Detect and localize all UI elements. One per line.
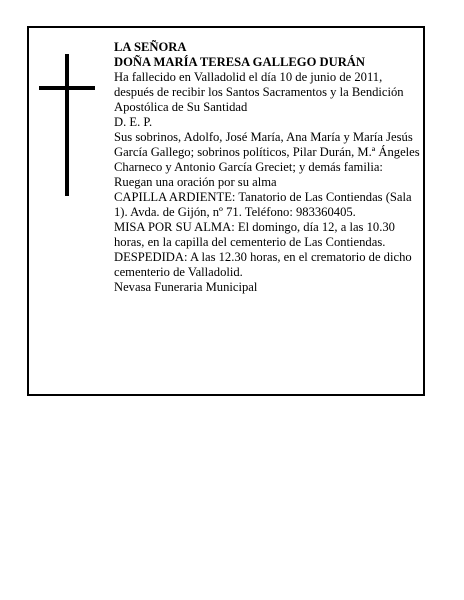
chapel-info [114,190,420,220]
family-text: Sus sobrinos, Adolfo, José María, Ana María y María Jesús García Gallego; sobrinos políticos, Pilar Durán, M.ª Ángeles Charneco y Antonio García Greciet; y demás familia: [114,130,420,174]
mass-info [114,220,420,250]
mass-label: MISA POR SU ALMA: [114,220,235,234]
chapel-label: CAPILLA ARDIENTE: [114,190,236,204]
farewell-label: DESPEDIDA: [114,250,188,264]
cross-icon [65,54,69,196]
mass-text: El domingo, día 12, a las 10.30 horas, en la capilla del cementerio de Las Contiendas. [114,220,395,249]
announcement-text: Ha fallecido en Valladolid el día 10 de junio de 2011, después de recibir los Santos Sacramentos y la Bendición Apostólica de Su Santidad [114,70,404,114]
rip-text: D. E. P. [114,115,153,129]
prayer-request-text: Ruegan una oración por su alma [114,175,277,189]
deceased-name: DOÑA MARÍA TERESA GALLEGO DURÁN [114,55,365,69]
funeral-home-text: Nevasa Funeraria Municipal [114,280,258,294]
farewell-info [114,250,420,280]
header-title: LA SEÑORA [114,40,187,54]
chapel-text: Tanatorio de Las Contiendas (Sala 1). Avda. de Gijón, nº 71. Teléfono: 983360405. [114,190,412,219]
obituary-text-block [114,40,420,295]
farewell-text: A las 12.30 horas, en el crematorio de dicho cementerio de Valladolid. [114,250,412,279]
cross-icon-crossbar [39,86,95,90]
